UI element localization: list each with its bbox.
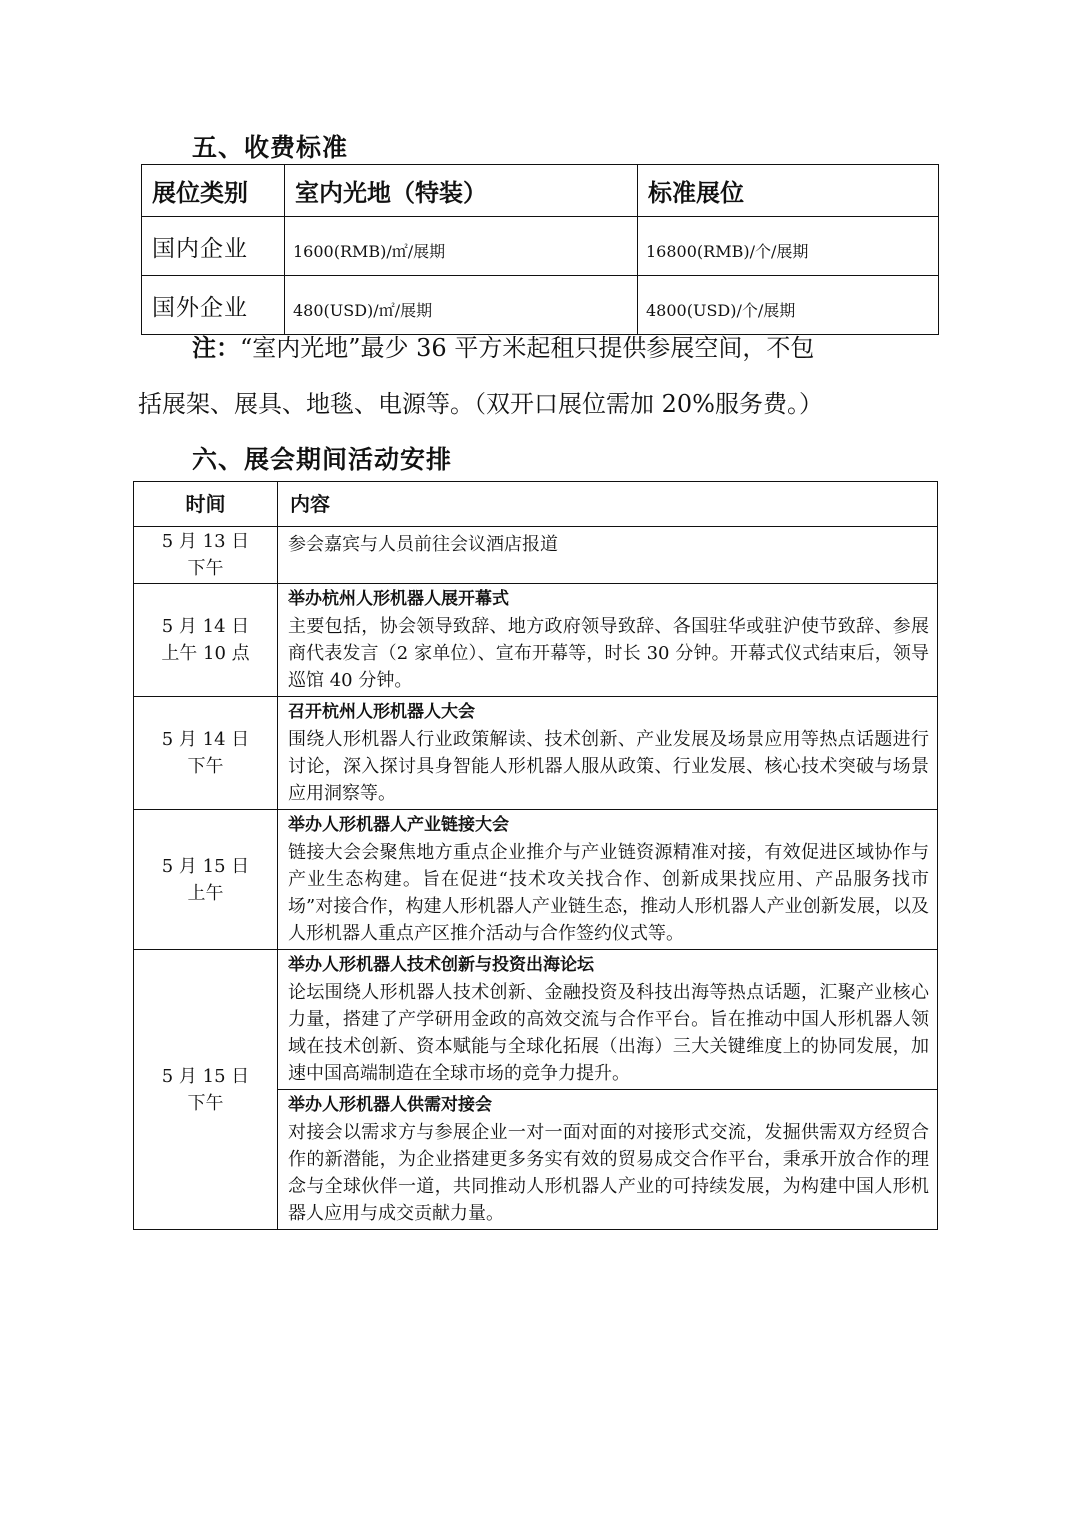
standard-price-cell: 16800(RMB)/个/展期 xyxy=(638,217,939,276)
activity-desc: 论坛围绕人形机器人技术创新、金融投资及科技出海等热点话题，汇聚产业核心力量，搭建了产学研用金政的高效交流与合作平台。旨在推动中国人形机器人领域在技术创新、资本赋能与全球化拓展（出海）三大关键维度上的协同发展，加速中国高端制造在全球市场的竞争力提升。 xyxy=(288,982,929,1084)
content-cell xyxy=(278,950,938,1090)
schedule-header xyxy=(134,482,938,527)
date-text: 5 月 14 日 xyxy=(161,616,250,637)
note-label: 注： xyxy=(192,333,240,362)
date-text: 5 月 15 日 xyxy=(161,855,250,877)
note-line-1: “室内光地”最少 36 平方米起租只提供参展空间，不包 xyxy=(240,334,815,362)
activity-desc: 参会嘉宾与人员前往会议酒店报道 xyxy=(288,534,558,555)
indoor-price-cell: 480(USD)/㎡/展期 xyxy=(285,276,638,335)
category-cell: 国内企业 xyxy=(142,217,285,276)
period-text: 下午 xyxy=(187,558,224,579)
content-cell xyxy=(278,1090,938,1230)
activity-desc: 链接大会会聚焦地方重点企业推介与产业链资源精准对接，有效促进区域协作与产业生态构建。旨在促进“技术攻关找合作、创新成果找应用、产品服务找市场”对接合作，构建人形机器人产业链生态，推动人形机器人产业创新发展，以及人形机器人重点产区推介活动与合作签约仪式等。 xyxy=(288,842,929,944)
time-cell xyxy=(134,810,278,950)
date-text: 5 月 13 日 xyxy=(161,531,250,552)
content-cell xyxy=(278,584,938,697)
period-text: 下午 xyxy=(187,756,224,777)
activity-title: 举办人形机器人技术创新与投资出海论坛 xyxy=(288,955,594,975)
header-content: 内容 xyxy=(278,482,938,527)
activity-title: 举办人形机器人产业链接大会 xyxy=(288,815,509,835)
activity-title: 举办人形机器人供需对接会 xyxy=(288,1095,492,1115)
fee-table xyxy=(141,164,939,335)
category-cell: 国外企业 xyxy=(142,276,285,335)
schedule-table xyxy=(133,481,938,1230)
time-cell xyxy=(134,697,278,810)
activity-desc: 围绕人形机器人行业政策解读、技术创新、产业发展及场景应用等热点话题进行讨论，深入探讨具身智能人形机器人服从政策、行业发展、核心技术突破与场景应用洞察等。 xyxy=(288,729,929,804)
standard-price-cell: 4800(USD)/个/展期 xyxy=(638,276,939,335)
period-text: 上午 xyxy=(187,882,224,904)
section5-title: 五、收费标准 xyxy=(192,133,349,162)
table-row xyxy=(134,697,938,810)
date-text: 5 月 15 日 xyxy=(161,1065,250,1087)
header-time: 时间 xyxy=(134,482,278,527)
activity-desc: 主要包括，协会领导致辞、地方政府领导致辞、各国驻华或驻沪使节致辞、参展商代表发言（2 家单位）、宣布开幕等，时长 30 分钟。开幕式仪式结束后，领导巡馆 40 分钟。 xyxy=(288,616,929,691)
time-cell xyxy=(134,950,278,1230)
content-cell xyxy=(278,527,938,584)
period-text: 上午 10 点 xyxy=(161,643,250,664)
content-cell xyxy=(278,810,938,950)
table-row xyxy=(134,527,938,584)
fee-table-header xyxy=(142,165,939,217)
time-cell xyxy=(134,584,278,697)
note-line-2: 括展架、展具、地毯、电源等。（双开口展位需加 20%服务费。） xyxy=(138,390,823,418)
activity-title: 举办杭州人形机器人展开幕式 xyxy=(288,589,509,609)
header-category: 展位类别 xyxy=(142,165,285,217)
activity-desc: 对接会以需求方与参展企业一对一面对面的对接形式交流，发掘供需双方经贸合作的新潜能，为企业搭建更多务实有效的贸易成交合作平台，秉承开放合作的理念与全球伙伴一道，共同推动人形机器人产业的可持续发展，为构建中国人形机器人应用与成交贡献力量。 xyxy=(288,1122,929,1224)
fee-note xyxy=(138,320,940,432)
time-cell xyxy=(134,527,278,584)
table-row xyxy=(134,584,938,697)
section6-title: 六、展会期间活动安排 xyxy=(192,445,453,474)
table-row xyxy=(134,950,938,1090)
activity-title: 召开杭州人形机器人大会 xyxy=(288,702,475,722)
table-row xyxy=(142,217,939,276)
period-text: 下午 xyxy=(187,1092,224,1114)
content-cell xyxy=(278,697,938,810)
indoor-price-cell: 1600(RMB)/㎡/展期 xyxy=(285,217,638,276)
header-indoor: 室内光地（特装） xyxy=(285,165,638,217)
date-text: 5 月 14 日 xyxy=(161,729,250,750)
table-row xyxy=(134,810,938,950)
header-standard: 标准展位 xyxy=(638,165,939,217)
